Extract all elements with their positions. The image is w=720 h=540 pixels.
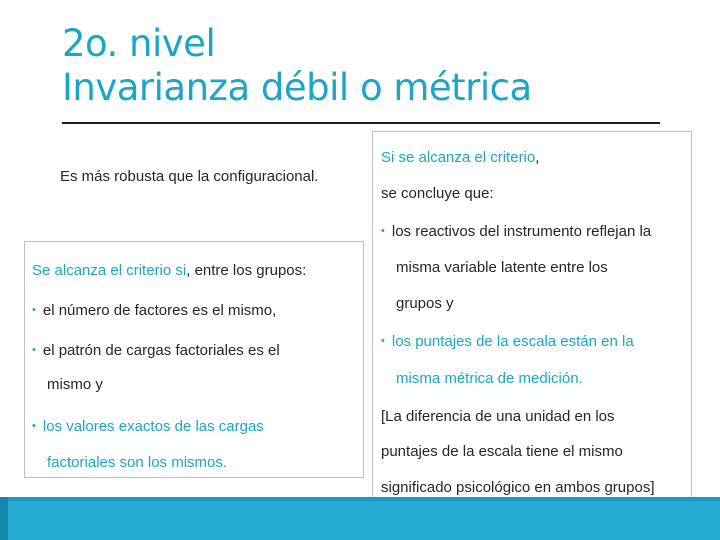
criteria-intro <box>32 262 306 280</box>
conclusion-intro <box>381 149 539 167</box>
bullet-icon: • <box>381 335 385 347</box>
title-underline <box>62 122 660 124</box>
conclusion-bullet-1-cont: misma variable latente entre los <box>396 259 608 276</box>
criteria-bullet-2-text: el patrón de cargas factoriales es el <box>42 342 280 359</box>
criteria-bullet-1-text: el número de factores es el mismo, <box>42 302 277 319</box>
criteria-bullet-2 <box>32 342 280 361</box>
conclusion-intro-comma: , <box>535 149 540 166</box>
bullet-icon: • <box>381 225 385 237</box>
footer-accent <box>0 497 8 540</box>
criteria-bullet-1 <box>32 302 276 321</box>
footer-bar <box>0 497 720 540</box>
bullet-icon: • <box>32 304 36 316</box>
criteria-bullet-3 <box>32 418 264 437</box>
conclusion-note-3: significado psicológico en ambos grupos] <box>381 479 655 496</box>
conclusion-bullet-2-cont: misma métrica de medición. <box>396 370 583 387</box>
criteria-bullet-2-cont: mismo y <box>47 376 103 393</box>
criteria-bullet-3-text: los valores exactos de las cargas <box>42 418 264 435</box>
criteria-bullet-3-cont: factoriales son los mismos. <box>47 454 228 471</box>
slide-title <box>62 22 682 110</box>
conclusion-bullet-1 <box>381 223 651 242</box>
bullet-icon: • <box>32 420 36 432</box>
title-line-1: 2o. nivel <box>62 22 216 65</box>
bullet-icon: • <box>32 344 36 356</box>
conclusion-bullet-1-text: los reactivos del instrumento reflejan la <box>391 223 652 240</box>
conclusion-intro-2: se concluye que: <box>381 185 494 202</box>
criteria-intro-highlight: Se alcanza el criterio si <box>32 262 187 279</box>
conclusion-bullet-1-cont2: grupos y <box>396 295 454 312</box>
conclusion-note-1: [La diferencia de una unidad en los <box>381 408 615 425</box>
conclusion-bullet-2-text: los puntajes de la escala están en la <box>391 333 634 350</box>
conclusion-bullet-2 <box>381 333 634 352</box>
conclusion-note-2: puntajes de la escala tiene el mismo <box>381 443 623 460</box>
criteria-intro-rest: , entre los grupos: <box>186 262 307 279</box>
conclusion-intro-highlight: Si se alcanza el criterio <box>381 149 536 166</box>
robustness-statement: Es más robusta que la configuracional. <box>60 168 319 185</box>
title-line-2: Invarianza débil o métrica <box>62 66 532 109</box>
